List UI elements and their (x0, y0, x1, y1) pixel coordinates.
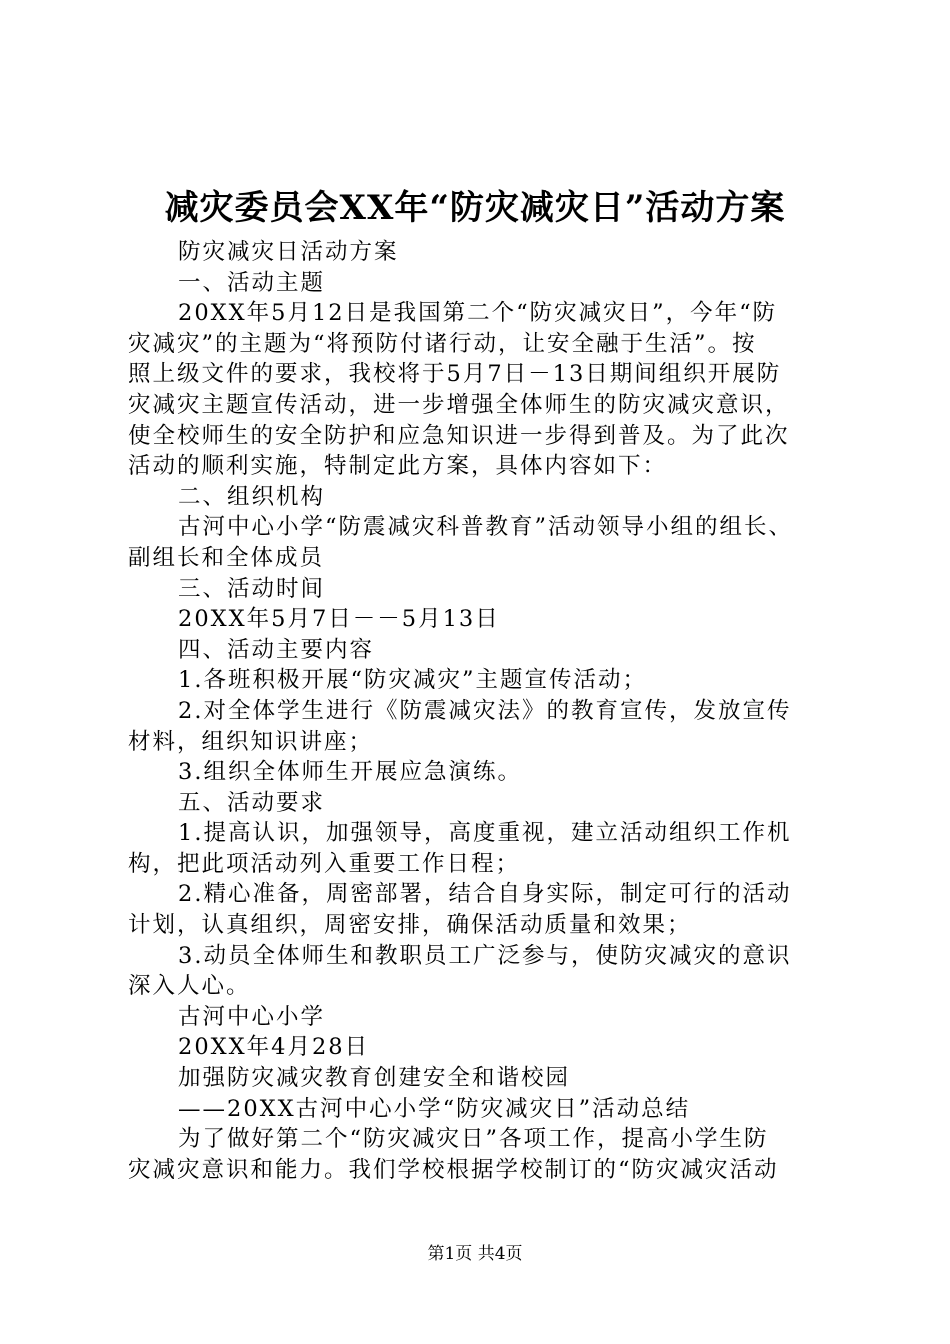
body-line: 材料，组织知识讲座； (128, 728, 374, 755)
body-line: 防灾减灾日活动方案 (178, 239, 399, 265)
body-line: 照上级文件的要求，我校将于5月7日－13日期间组织开展防 (128, 361, 782, 388)
body-line: 五、活动要求 (178, 789, 326, 816)
body-line: 灾减灾”的主题为“将预防付诸行动，让安全融于生活”。按 (128, 330, 757, 357)
body-line: 加强防灾减灾教育创建安全和谐校园 (178, 1065, 571, 1092)
body-line: 2.精心准备，周密部署，结合自身实际，制定可行的活动 (178, 881, 792, 908)
body-line: 为了做好第二个“防灾减灾日”各项工作，提高小学生防 (178, 1126, 769, 1153)
body-line: 活动的顺利实施，特制定此方案，具体内容如下： (128, 453, 668, 480)
body-line: 灾减灾主题宣传活动，进一步增强全体师生的防灾减灾意识， (128, 391, 790, 418)
document-body (128, 237, 840, 1185)
body-line: 深入人心。 (128, 973, 251, 1000)
body-line: 灾减灾意识和能力。我们学校根据学校制订的“防灾减灾活动 (128, 1156, 779, 1183)
body-line: ——20XX古河中心小学“防灾减灾日”活动总结 (178, 1095, 691, 1122)
body-line: 3.组织全体师生开展应急演练。 (178, 759, 522, 786)
body-line: 三、活动时间 (178, 575, 326, 602)
body-line: 四、活动主要内容 (178, 636, 375, 663)
body-line: 古河中心小学“防震减灾科普教育”活动领导小组的组长、 (178, 514, 794, 541)
body-line: 副组长和全体成员 (128, 544, 325, 571)
body-line: 计划，认真组织，周密安排，确保活动质量和效果； (128, 912, 692, 939)
body-line: 构，把此项活动列入重要工作日程； (128, 850, 521, 877)
page-footer: 第1页 共4页 (427, 1244, 523, 1264)
body-line: 1.各班积极开展“防灾减灾”主题宣传活动； (178, 667, 647, 694)
body-line: 二、组织机构 (178, 483, 326, 510)
body-line: 2.对全体学生进行《防震减灾法》的教育宣传，发放宣传 (178, 697, 792, 724)
body-line: 一、活动主题 (178, 269, 326, 296)
body-line: 20XX年4月28日 (178, 1034, 370, 1061)
body-line: 1.提高认识，加强领导，高度重视，建立活动组织工作机 (178, 820, 792, 847)
body-line: 3.动员全体师生和教职员工广泛参与，使防灾减灾的意识 (178, 942, 792, 969)
body-line: 使全校师生的安全防护和应急知识进一步得到普及。为了此次 (128, 422, 790, 449)
document-title: 减灾委员会XX年“防灾减灾日”活动方案 (164, 188, 786, 228)
body-line: 20XX年5月7日－－5月13日 (178, 606, 500, 633)
body-line: 古河中心小学 (178, 1003, 326, 1030)
body-line: 20XX年5月12日是我国第二个“防灾减灾日”，今年“防 (178, 300, 778, 327)
